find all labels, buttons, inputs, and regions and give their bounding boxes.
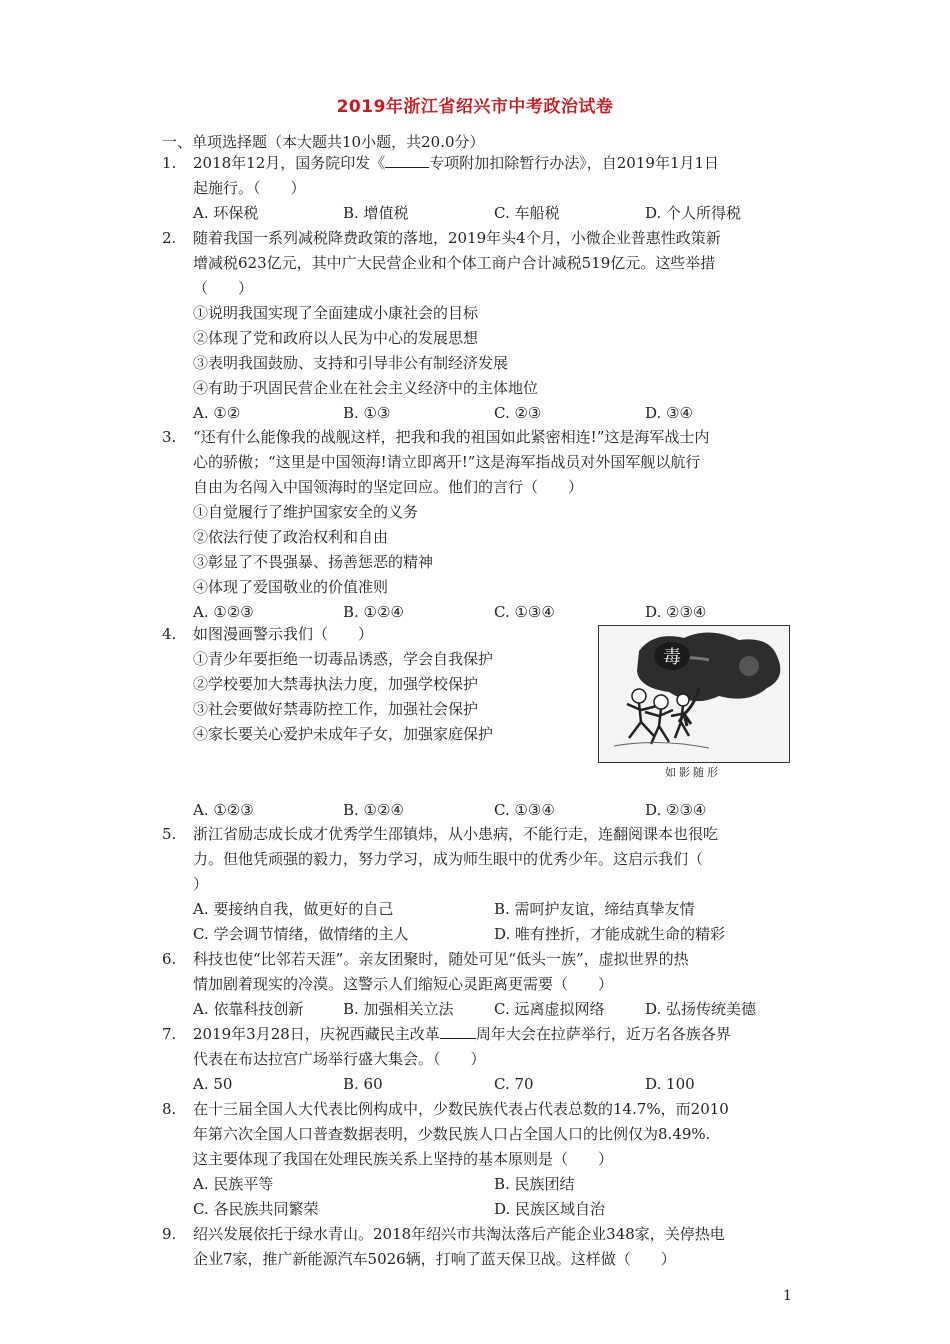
option-b: B. ①②④	[343, 603, 404, 621]
question-text: 自由为名闯入中国领海时的坚定回应。他们的言行（ ）	[193, 478, 584, 496]
question-text: “还有什么能像我的战舰这样，把我和我的祖国如此紧密相连!”这是海军战士内	[193, 428, 710, 446]
question-text: 企业7家，推广新能源汽车5026辆，打响了蓝天保卫战。这样做（ ）	[193, 1250, 676, 1268]
option-c: C. 学会调节情绪，做情绪的主人	[193, 925, 409, 943]
question-number: 7.	[162, 1025, 177, 1043]
option-c: C. 70	[494, 1075, 534, 1093]
question-number: 2.	[162, 229, 177, 247]
question-number: 8.	[162, 1100, 177, 1118]
option-b: B. 60	[343, 1075, 383, 1093]
question-text: 2019年3月28日，庆祝西藏民主改革 周年大会在拉萨举行，近万名各族各界	[193, 1025, 731, 1043]
exam-title: 2019年浙江省绍兴市中考政治试卷	[336, 97, 614, 117]
option-d: D. 唯有挫折，才能成就生命的精彩	[494, 925, 726, 943]
option-c: C. ②③	[494, 404, 542, 422]
question-number: 6.	[162, 950, 177, 968]
option-a: A. ①②③	[193, 603, 254, 621]
cartoon-drawing	[599, 626, 789, 762]
statement-1: ①青少年要拒绝一切毒品诱惑，学会自我保护	[193, 650, 494, 668]
statement-2: ②学校要加大禁毒执法力度，加强学校保护	[193, 675, 479, 693]
statement-3: ③表明我国鼓励、支持和引导非公有制经济发展	[193, 354, 509, 372]
question-text: 情加剧着现实的冷漠。这警示人们缩短心灵距离更需要（ ）	[193, 975, 614, 993]
option-b: B. ①②④	[343, 801, 404, 819]
question-text: 年第六次全国人口普查数据表明，少数民族人口占全国人口的比例仅为8.49%.	[193, 1125, 711, 1143]
option-c: C. 各民族共同繁荣	[193, 1200, 319, 1218]
page-number: 1	[783, 1288, 792, 1304]
question-text: 随着我国一系列减税降费政策的落地，2019年头4个月，小微企业普惠性政策新	[193, 229, 721, 247]
question-text: 科技也使“比邻若天涯”。亲友团聚时，随处可见“低头一族”，虚拟世界的热	[193, 950, 689, 968]
section-heading: 一、单项选择题（本大题共10小题，共20.0分）	[162, 133, 485, 151]
question-text: 起施行。（ ）	[193, 179, 306, 197]
cartoon-image	[598, 625, 790, 763]
option-b: B. 加强相关立法	[343, 1000, 454, 1018]
question-text: 绍兴发展依托于绿水青山。2018年绍兴市共淘汰落后产能企业348家，关停热电	[193, 1225, 725, 1243]
option-a: A. ①②	[193, 404, 241, 422]
option-b: B. 增值税	[343, 204, 409, 222]
option-b: B. 民族团结	[494, 1175, 575, 1193]
option-a: A. 民族平等	[193, 1175, 274, 1193]
option-d: D. ②③④	[645, 603, 707, 621]
option-c: C. ①③④	[494, 801, 555, 819]
option-c: C. 车船税	[494, 204, 560, 222]
question-text: 在十三届全国人大代表比例构成中，少数民族代表占代表总数的14.7%，而2010	[193, 1100, 729, 1118]
statement-1: ①自觉履行了维护国家安全的义务	[193, 503, 419, 521]
question-number: 3.	[162, 428, 177, 446]
question-number: 4.	[162, 625, 177, 643]
option-a: A. 依靠科技创新	[193, 1000, 304, 1018]
question-text: 浙江省励志成长成才优秀学生邵镇炜，从小患病，不能行走，连翻阅课本也很吃	[193, 825, 719, 843]
option-d: D. ②③④	[645, 801, 707, 819]
statement-4: ④家长要关心爱护未成年子女，加强家庭保护	[193, 725, 494, 743]
fill-blank	[385, 153, 429, 168]
statement-4: ④体现了爱国敬业的价值准则	[193, 578, 389, 596]
option-c: C. ①③④	[494, 603, 555, 621]
option-d: D. 100	[645, 1075, 695, 1093]
option-a: A. 要接纳自我，做更好的自己	[193, 900, 394, 918]
option-b: B. ①③	[343, 404, 391, 422]
statement-4: ④有助于巩固民营企业在社会主义经济中的主体地位	[193, 379, 539, 397]
option-a: A. 环保税	[193, 204, 259, 222]
question-text: 代表在布达拉宫广场举行盛大集会。（ ）	[193, 1050, 486, 1068]
question-text: 心的骄傲；“这里是中国领海!请立即离开!”这是海军指战员对外国军舰以航行	[193, 453, 701, 471]
question-text: 如图漫画警示我们（ ）	[193, 625, 374, 643]
question-text: 增减税623亿元，其中广大民营企业和个体工商户合计减税519亿元。这些举措	[193, 254, 716, 272]
cartoon-caption: 如影随形	[665, 766, 721, 779]
option-d: D. 民族区域自治	[494, 1200, 606, 1218]
question-text: 这主要体现了我国在处理民族关系上坚持的基本原则是（ ）	[193, 1150, 614, 1168]
question-number: 5.	[162, 825, 177, 843]
question-number: 1.	[162, 154, 177, 172]
question-number: 9.	[162, 1225, 177, 1243]
question-text: （ ）	[193, 279, 254, 297]
statement-1: ①说明我国实现了全面建成小康社会的目标	[193, 304, 479, 322]
option-a: A. ①②③	[193, 801, 254, 819]
statement-3: ③彰显了不畏强暴、扬善惩恶的精神	[193, 553, 434, 571]
fill-blank	[440, 1024, 476, 1039]
question-text: 力。但他凭顽强的毅力，努力学习，成为师生眼中的优秀少年。这启示我们（	[193, 850, 704, 868]
question-text: 2018年12月，国务院印发《 专项附加扣除暂行办法》，自2019年1月1日	[193, 154, 720, 172]
question-text: ）	[193, 875, 209, 893]
statement-2: ②体现了党和政府以人民为中心的发展思想	[193, 329, 479, 347]
option-d: D. 弘扬传统美德	[645, 1000, 757, 1018]
statement-3: ③社会要做好禁毒防控工作，加强社会保护	[193, 700, 479, 718]
option-c: C. 远离虚拟网络	[494, 1000, 605, 1018]
option-a: A. 50	[193, 1075, 233, 1093]
option-d: D. 个人所得税	[645, 204, 742, 222]
option-d: D. ③④	[645, 404, 693, 422]
statement-2: ②依法行使了政治权利和自由	[193, 528, 389, 546]
option-b: B. 需呵护友谊，缔结真挚友情	[494, 900, 695, 918]
cartoon-sign: 毒	[663, 647, 681, 668]
